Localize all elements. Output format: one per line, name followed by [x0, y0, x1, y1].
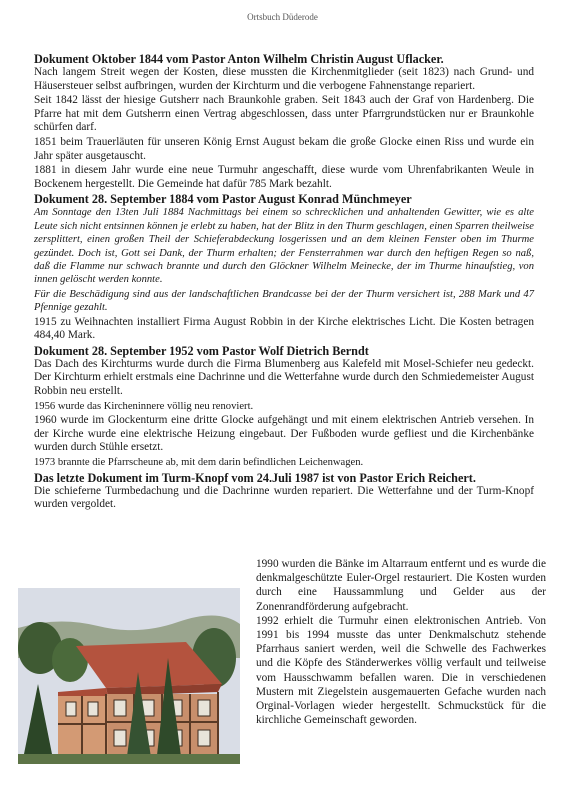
section-heading-1952: Dokument 28. September 1952 vom Pastor Wolf Dietrich Berndt	[34, 343, 369, 358]
paragraph: 1956 wurde das Kircheninnere völlig neu renoviert.	[34, 400, 254, 412]
lower-text-column	[256, 557, 546, 727]
quoted-passage: Am Sonntage den 13ten Juli 1884 Nachmittags bei einem so schrecklichen und anhaltenden Gewitter, wie es alte Leute sich nicht entsinnen können je erlebt zu haben, hat der Blitz in den Thurm geschlagen, einen Sparren theilweise zersplittert, einen großen Theil der Schieferabdeckung losgerissen und an dem kleinen Fenster oben im Thurme gezündet. Doch ist, Gott sei Dank, der Thurm erhalten; der Fensterrahmen war durch den heftigen Regen so naß, daß die Flamme nur schwach brannte und durch den Glöckner Wilhelm Meinecke, der im Thurme hinaufstieg, von innen gelöscht werden konnte.	[34, 207, 534, 286]
paragraph: Nach langem Streit wegen der Kosten, diese mussten die Kirchenmitglieder (seit 1823) nach Grund- und Häusersteuer selbst aufbringen, wurden der Kirchturm und die verbogene Fahnenstange repariert.	[34, 66, 534, 92]
section-heading-1987: Das letzte Dokument im Turm-Knopf vom 24.Juli 1987 ist von Pastor Erich Reichert.	[34, 470, 476, 485]
running-header: Ortsbuch Düderode	[247, 12, 318, 22]
paragraph: 1851 beim Trauerläuten für unseren König Ernst August bekam die große Glocke einen Riss und wurde ein Jahr später ausgetauscht.	[34, 135, 534, 162]
paragraph: 1915 zu Weihnachten installiert Firma August Robbin in der Kirche elektrisches Licht. Die Kosten betragen 484,40 Mark.	[34, 315, 534, 342]
paragraph: 1992 erhielt die Turmuhr einen elektronischen Antrieb. Von 1991 bis 1994 musste das unter Denkmalschutz stehende Pfarrhaus saniert werden, weil die Schwelle des Fachwerkes und die Köpfe des Ständerwerkes völlig verfault und teilweise vom Hausschwamm befallen waren. Die in verschiedenen Mustern mit Ziegelstein ausgemauerten Gefache wurden nach Orginal-Vorlagen wieder hergestellt. Schmuckstück für die kirchliche Gemeinschaft geworden.	[256, 614, 546, 727]
paragraph: 1881 in diesem Jahr wurde eine neue Turmuhr angeschafft, diese wurde vom Uhrenfabrikanten Weule in Bockenem hergestellt. Die Gemeinde hat dafür 785 Mark bezahlt.	[34, 164, 534, 190]
paragraph: Das Dach des Kirchturms wurde durch die Firma Blumenberg aus Kalefeld mit Mosel-Schiefer neu gedeckt. Der Kirchturm erhielt erstmals eine Dachrinne und die Wetterfahne wurde durch den Schmiedemeister August Robbin neu erstellt.	[34, 357, 534, 397]
document-body	[34, 52, 534, 513]
paragraph: 1973 brannte die Pfarrscheune ab, mit dem darin befindlichen Leichenwagen.	[34, 456, 364, 468]
paragraph: Seit 1842 lässt der hiesige Gutsherr nach Braunkohle graben. Seit 1843 auch der Graf von Hardenberg. Die Pfarre hat mit dem Gutsherrn einen Vertrag abgeschlossen, dass unter Pfarrgrundstücken nur er Braunkohle schürfen darf.	[34, 94, 534, 134]
paragraph: 1990 wurden die Bänke im Altarraum entfernt und es wurde die denkmalgeschützte Euler-Orgel restauriert. Die Kosten wurden durch eine Haussammlung und Gelder aus der Zonenrandförderung aufgebracht.	[256, 558, 546, 613]
paragraph: 1960 wurde im Glockenturm eine dritte Glocke aufgehängt und mit einem elektrischen Antrieb versehen. In der Kirche wurde eine elektrische Heizung eingebaut. Der Fußboden wurde gefliest und die Kirchenbänke wurden durch Stühle ersetzt.	[34, 414, 534, 454]
pfarrhaus-photo	[18, 588, 240, 764]
quoted-passage: Für die Beschädigung sind aus der landschaftlichen Brandcasse bei der der Thurm versichert ist, 288 Mark und 47 Pfennige gezahlt.	[34, 288, 534, 314]
lower-section	[18, 557, 546, 777]
section-heading-1844: Dokument Oktober 1844 vom Pastor Anton Wilhelm Christin August Uflacker.	[34, 52, 444, 66]
paragraph: Die schieferne Turmbedachung und die Dachrinne wurden repariert. Die Wetterfahne und der Turm-Knopf wurden vergoldet.	[34, 484, 534, 511]
section-heading-1884: Dokument 28. September 1884 vom Pastor August Konrad Münchmeyer	[34, 192, 412, 207]
